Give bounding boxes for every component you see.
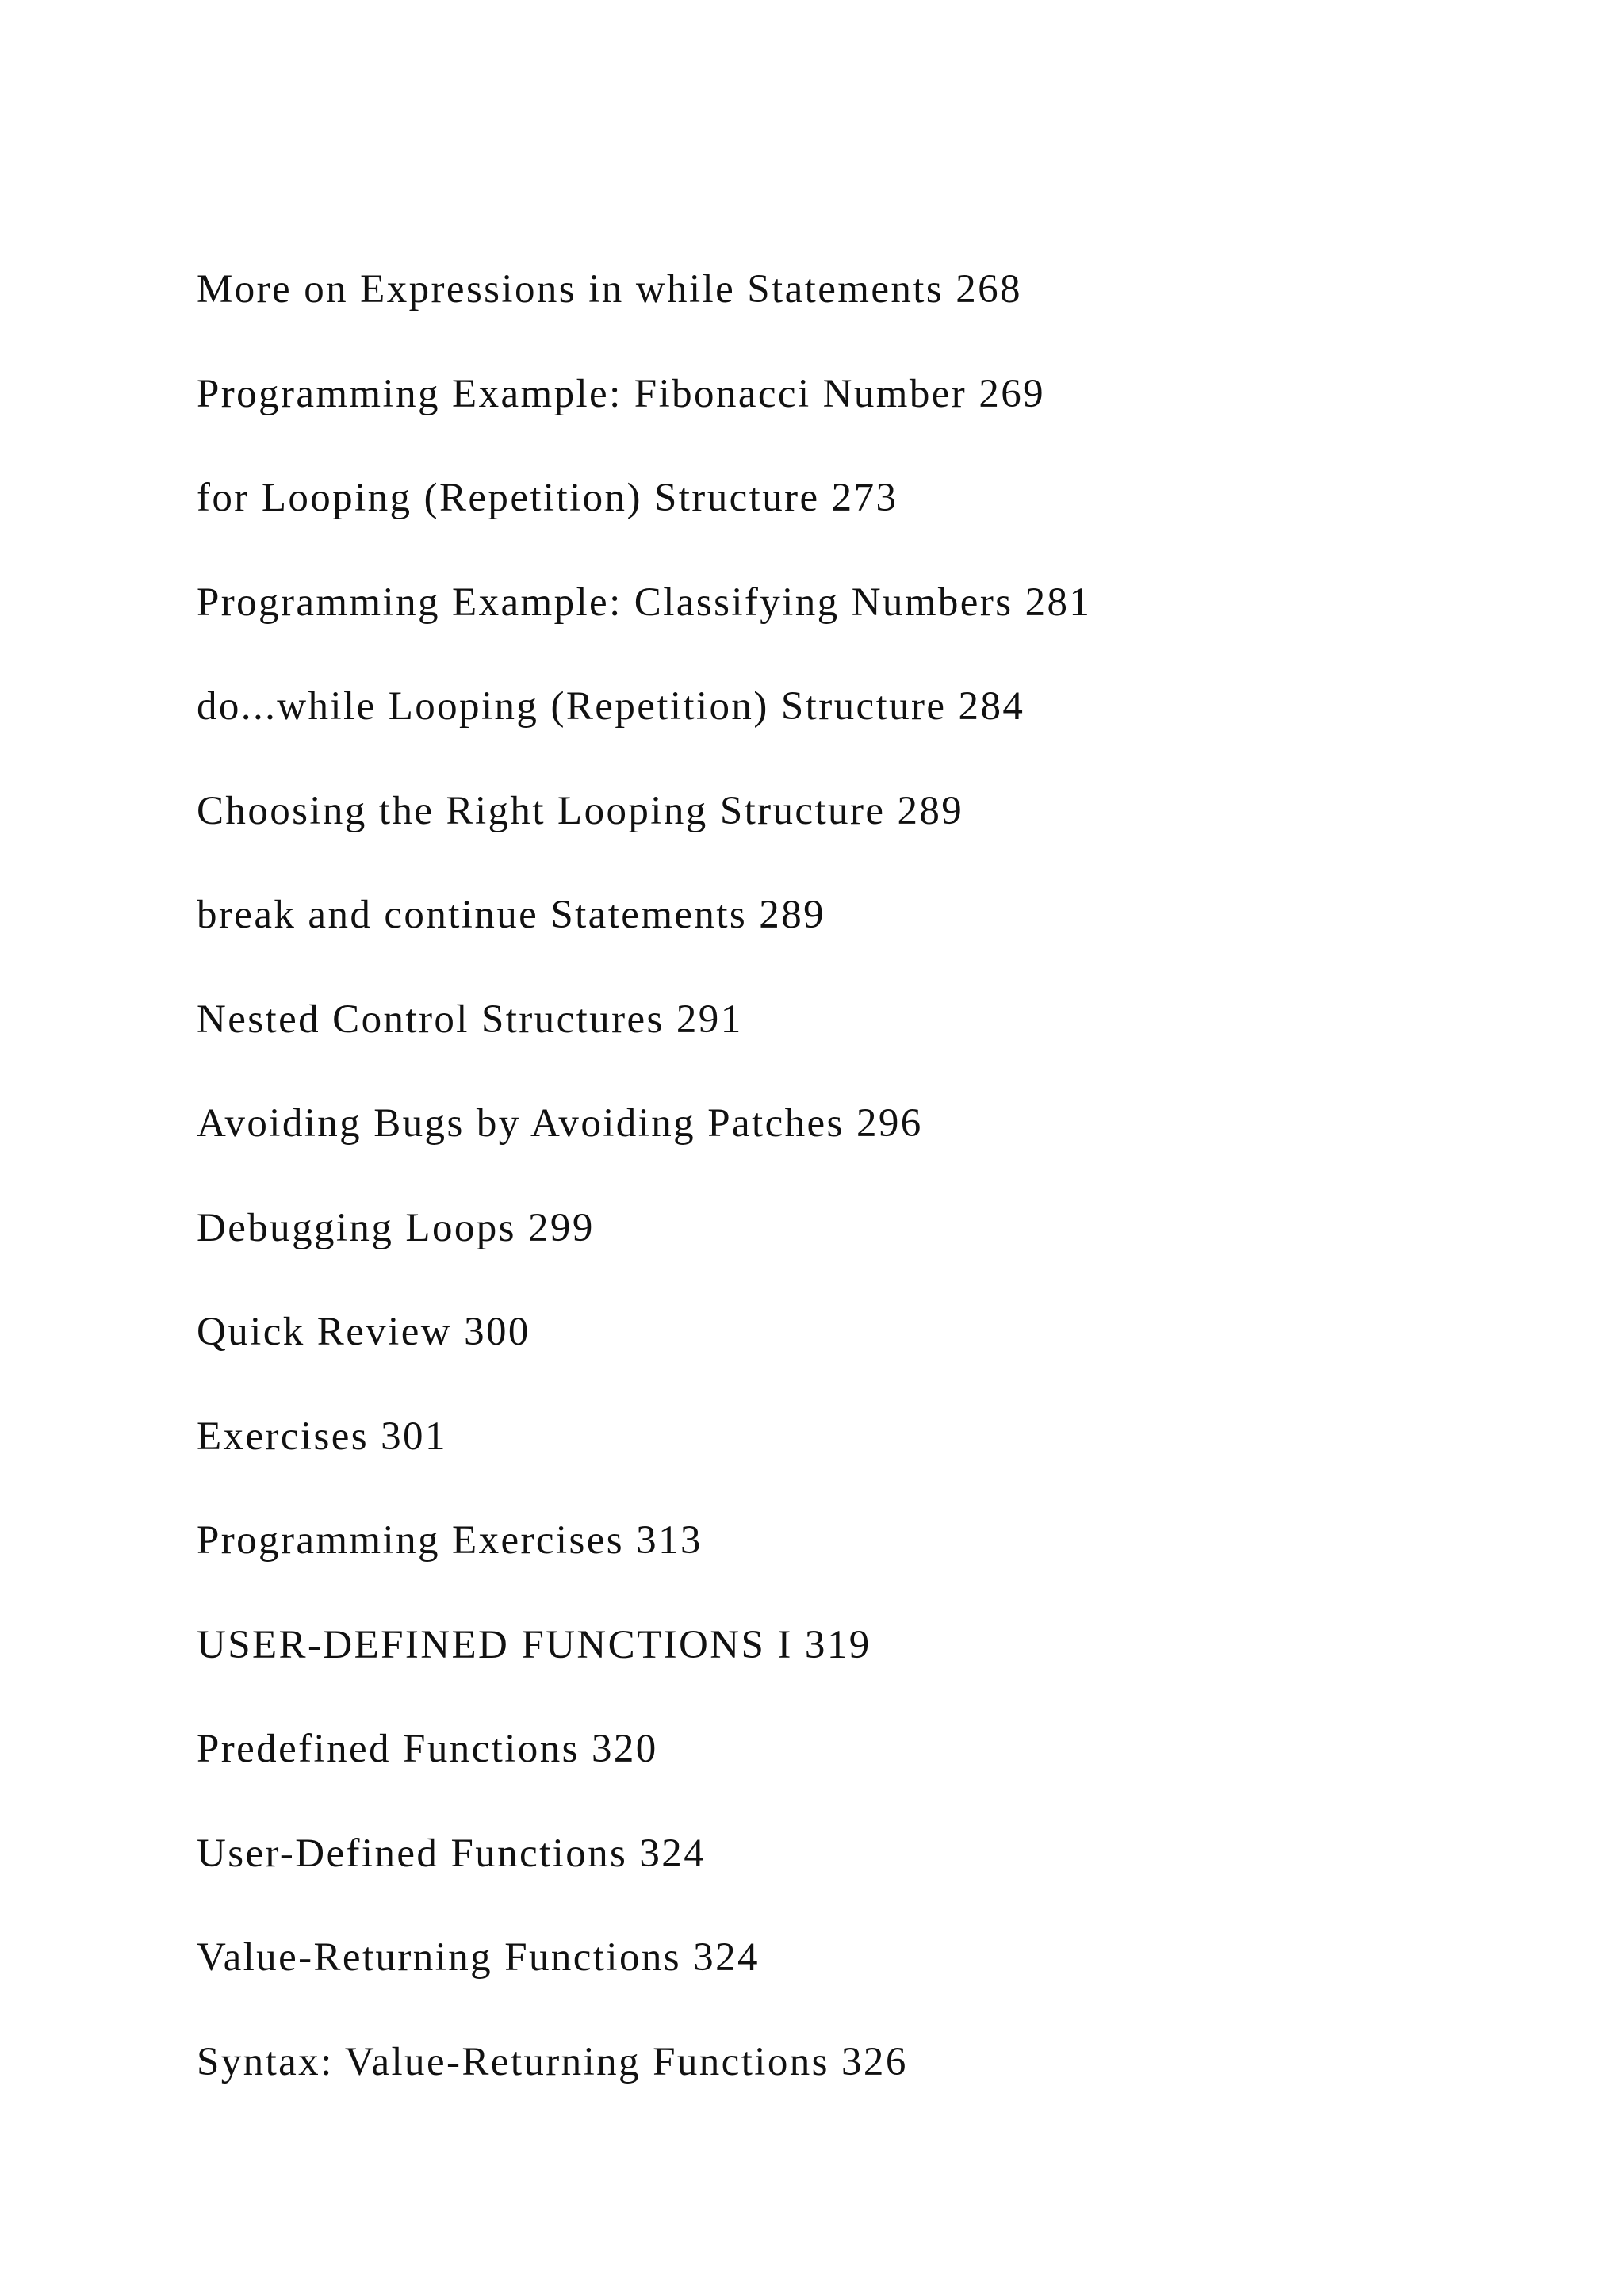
toc-entry: Programming Example: Fibonacci Number 269 bbox=[197, 371, 1046, 416]
table-of-contents bbox=[197, 238, 1091, 2114]
toc-entry: break and continue Statements 289 bbox=[197, 893, 826, 937]
toc-entry: Debugging Loops 299 bbox=[197, 1205, 595, 1250]
toc-entry: Programming Example: Classifying Numbers 281 bbox=[197, 580, 1092, 625]
toc-entry: USER-DEFINED FUNCTIONS I 319 bbox=[197, 1622, 871, 1667]
toc-entry: Nested Control Structures 291 bbox=[197, 997, 743, 1042]
toc-entry: Predefined Functions 320 bbox=[197, 1727, 658, 1771]
toc-entry: Quick Review 300 bbox=[197, 1310, 530, 1354]
toc-entry: More on Expressions in while Statements 268 bbox=[197, 267, 1022, 312]
toc-entry: Programming Exercises 313 bbox=[197, 1518, 703, 1563]
toc-entry: Avoiding Bugs by Avoiding Patches 296 bbox=[197, 1101, 923, 1146]
toc-entry: Choosing the Right Looping Structure 289 bbox=[197, 788, 964, 833]
toc-entry: Syntax: Value-Returning Functions 326 bbox=[197, 2039, 908, 2084]
toc-entry: User-Defined Functions 324 bbox=[197, 1831, 707, 1876]
toc-entry: for Looping (Repetition) Structure 273 bbox=[197, 476, 898, 520]
toc-entry: do...while Looping (Repetition) Structure 284 bbox=[197, 684, 1025, 729]
toc-entry: Value-Returning Functions 324 bbox=[197, 1935, 760, 1980]
toc-entry: Exercises 301 bbox=[197, 1414, 447, 1459]
